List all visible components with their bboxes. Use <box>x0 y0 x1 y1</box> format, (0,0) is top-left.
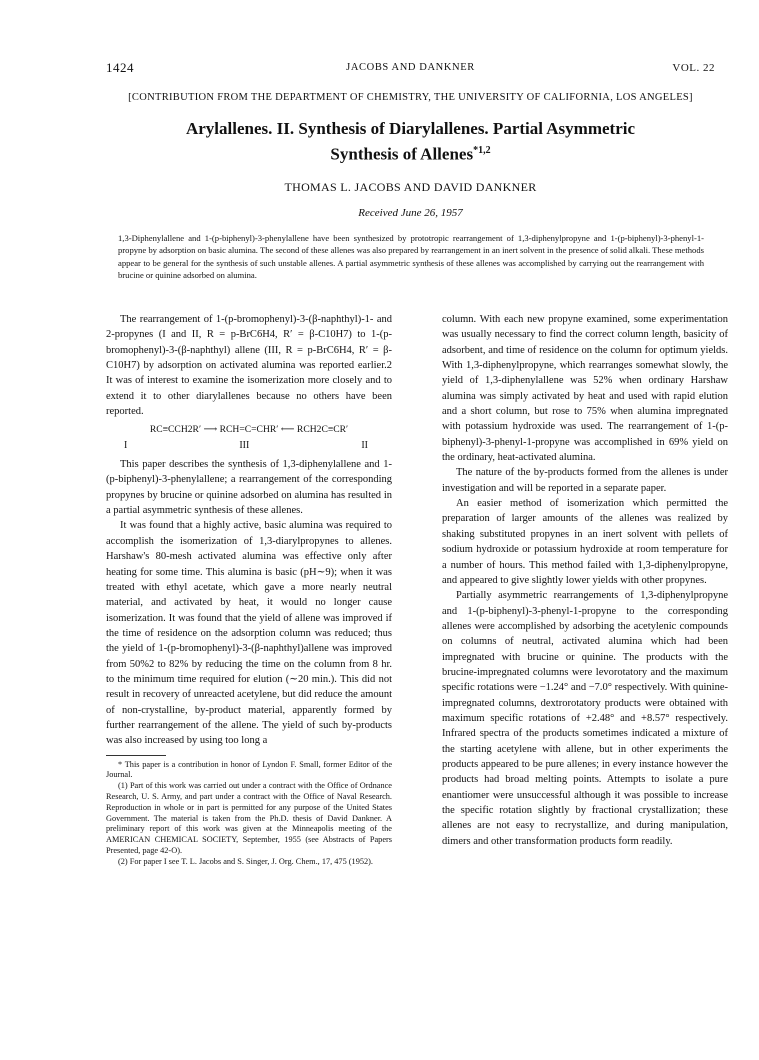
authors: THOMAS L. JACOBS AND DAVID DANKNER <box>284 180 537 194</box>
compound-labels <box>106 438 392 453</box>
footnote: * This paper is a contribution in honor of Lyndon F. Small, former Editor of the Journal. <box>106 759 392 780</box>
title-line-1: Arylallenes. II. Synthesis of Diarylallenes. Partial Asymmetric <box>185 119 636 138</box>
affiliation: [CONTRIBUTION FROM THE DEPARTMENT OF CHEMISTRY, THE UNIVERSITY OF CALIFORNIA, LOS ANGELES] <box>128 92 693 103</box>
footnote: (1) Part of this work was carried out under a contract with the Office of Ordnance Research, U. S. Army, and part under a contract with the Office of Naval Research. Reproduction in whole or in part is permitted for any purpose of the United States Government. The material is taken from the Ph.D. thesis of David Dankner. A preliminary report of this work was given at the Minneapolis meeting of the AMERICAN CHEMICAL SOCIETY, September, 1955 (see Abstracts of Papers Presented, page 42-O). <box>106 781 392 855</box>
paragraph: Partially asymmetric rearrangements of 1,3-diphenylpropyne and 1-(p-biphenyl)-3-phenyl-1-propyne to the corresponding allenes were accomplished by adsorbing the acetylenic compounds on columns of neutral, activated alumina which had been impregnated with brucine or quinine. The products with the brucine-impregnated columns were levorotatory and the maximum specific rotations were −1.24° and −7.0° respectively. With quinine-impregnated columns, dextrorotatory products were obtained with maximum specific rotations of +2.48° and +8.57° respectively. Infrared spectra of the products sometimes indicated a mixture of the starting acetylene with allene, but in other experiments the products appeared to be pure allenes; in every instance however the products had broad melting points. Attempts to isolate a pure enantiomer were unsuccessful although it was possible to increase the specific rotation slightly by fractional crystallization; these allenes are not easy to recrystallize, and during manipulation, dimers and other transformation products form readily. <box>442 590 728 847</box>
title-line-2-text: Synthesis of Allenes <box>330 144 474 164</box>
compound-label-iii: III <box>239 439 250 451</box>
page-number: 1424 <box>106 60 134 75</box>
title-footnote-marks: *1,2 <box>473 145 491 156</box>
compound-label-ii: II <box>361 439 368 451</box>
paragraph: This paper describes the synthesis of 1,3-diphenylallene and 1-(p-biphenyl)-3-phenylallene; a rearrangement of the corresponding propynes by brucine or quinine adsorbed on alumina has resulted in a partial asymmetric synthesis of these allenes. <box>106 459 392 517</box>
reaction-scheme <box>106 422 392 453</box>
article-title <box>106 118 715 166</box>
volume-label: VOL. 22 <box>672 62 715 74</box>
paragraph: An easier method of isomerization which permitted the preparation of larger amounts of the allenes was realized by shaking substituted propynes in an inert solvent with pellets of sodium hydroxide or potassium hydroxide at room temperature for a number of hours. This method failed with 1,3-diphenylpropyne, and appeared to give slightly lower yields with other propynes. <box>442 498 728 586</box>
paragraph: The nature of the by-products formed from the allenes is under investigation and will be reported in a separate paper. <box>442 467 728 494</box>
paragraph: The rearrangement of 1-(p-bromophenyl)-3-(β-naphthyl)-1- and 2-propynes (I and II, R = p-BrC6H4, R′ = β-C10H7) to 1-(p-bromophenyl)-3-(β-naphthyl) allene (III, R = p-BrC6H4, R′ = β-C10H7) by adsorption on activated alumina was reported earlier.2 It was of interest to examine the isomerization more closely and to extend it to other diarylallenes because no others have been reported. <box>106 314 392 418</box>
footnote: (2) For paper I see T. L. Jacobs and S. Singer, J. Org. Chem., 17, 475 (1952). <box>118 856 373 866</box>
paragraph: It was found that a highly active, basic alumina was required to accomplish the isomerization of 1,3-diarylpropynes to allenes. Harshaw's 80-mesh activated alumina was effective only after heating for some time. This alumina is basic (pH∼9); when it was treated with ethyl acetate, which gave a more nearly neutral material, and activated by heat, it would no longer cause isomerization. It was found that the yield of allene was improved if the time of residence on the adsorption column was reduced; thus the yield of 1-(p-bromophenyl)-3-(β-naphthyl)allene was improved from 50%2 to 82% by reducing the time on the column from 8 hr. to the minimum time required for elution (∼20 min.). This did not result in recovery of unreacted acetylene, but did reduce the amount of non-crystalline, by-product material, apparently formed by further rearrangement of the allene. The yield of such by-products was also increased by using too long a <box>106 520 392 747</box>
abstract: 1,3-Diphenylallene and 1-(p-biphenyl)-3-phenylallene have been synthesized by prototropic rearrangement of 1,3-diphenylpropyne and 1-(p-biphenyl)-3-phenyl-1-propyne by adsorption on basic alumina. The second of these allenes was also prepared by rearrangement in an inert solvent in the presence of solid alkali. These methods appear to be general for the synthesis of such unstable allenes. A partial asymmetric synthesis of these allenes was accomplished by carrying out the rearrangement with brucine or quinine adsorbed on alumina. <box>118 233 704 280</box>
footnotes <box>106 760 392 868</box>
right-column <box>442 312 728 849</box>
received-date: Received June 26, 1957 <box>358 207 463 219</box>
footnote-divider <box>106 755 166 756</box>
title-line-2 <box>106 140 715 166</box>
reaction-equation: RC≡CCH2R′ ⟶ RCH=C=CHR′ ⟵ RCH2C≡CR′ <box>149 424 349 436</box>
paragraph: column. With each new propyne examined, some experimentation was usually necessary to find the correct column length, basicity of adsorbent, and time of residence on the column for optimum yields. With 1,3-diphenylpropyne, which rearranges somewhat slowly, the yield of 1,3-diphenylallene was 52% when ordinary Harshaw alumina was simply activated by heat and used with rapid elution and a short column, but rose to 75% when alumina impregnated with potassium hydroxide was used. The rearrangement of 1-(p-biphenyl)-3-phenyl-1-propyne was accomplished in 69% yield on the ordinary, heat-activated alumina. <box>442 314 728 464</box>
running-title: JACOBS AND DANKNER <box>346 62 475 73</box>
compound-label-i: I <box>124 439 128 451</box>
left-column <box>106 312 392 868</box>
